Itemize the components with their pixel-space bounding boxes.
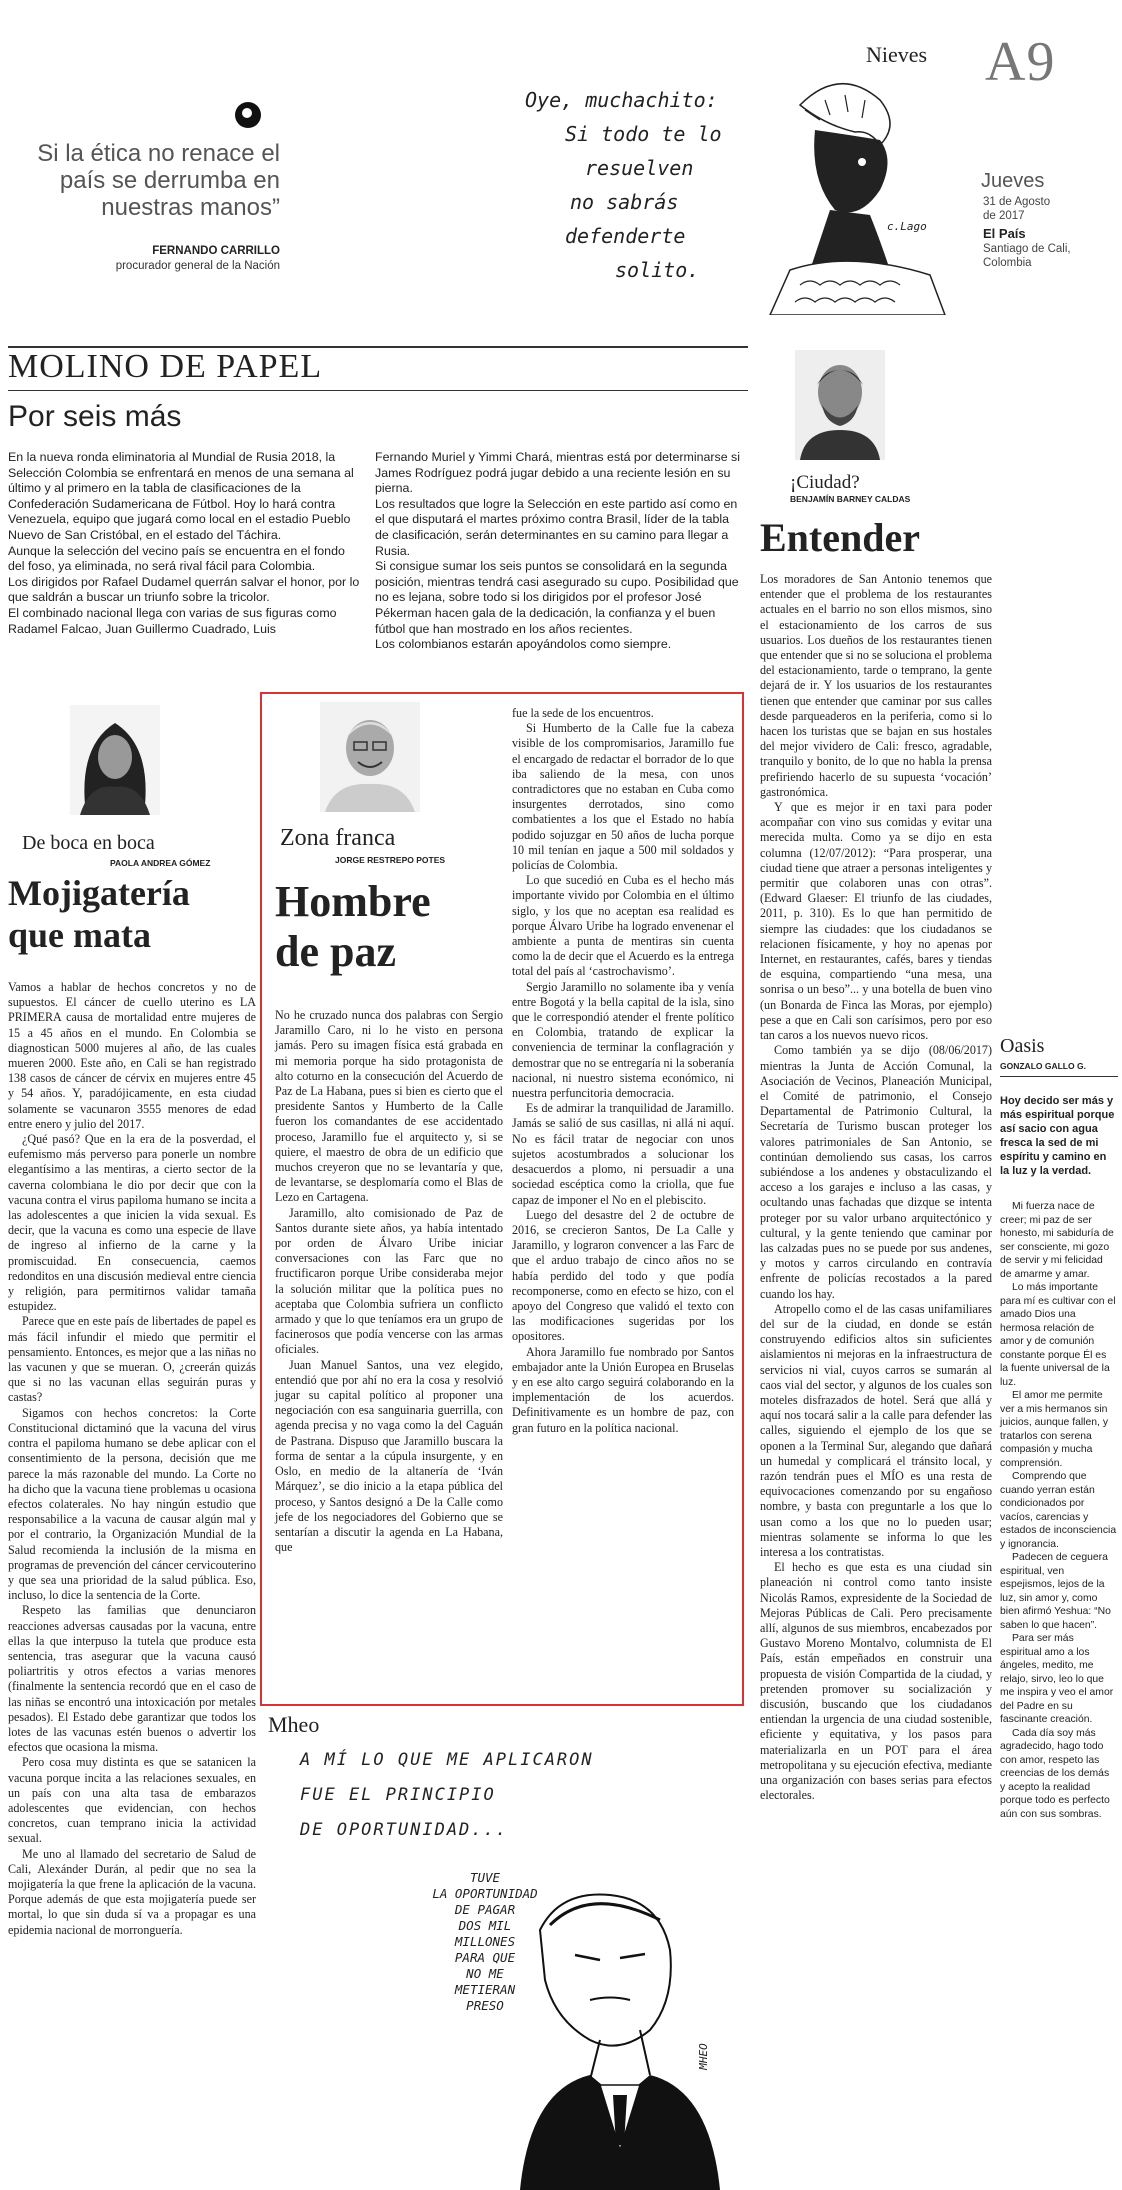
boca-author: PAOLA ANDREA GÓMEZ — [110, 858, 211, 868]
zona-col-2 — [512, 706, 734, 1436]
molino-paragraph: Los colombianos estarán apoyándolos como siempre. — [375, 637, 672, 652]
ciudad-paragraph: Los moradores de San Antonio tenemos que entender que el problema de los restaurantes actuales en el barrio no son ellos mismos, sino el estacionamiento de los carros de sus usuarios. Los dueños de los restaurantes tienen que entender que si no se soluciona el problema del estacionamiento, tarde o temprano, la gente dejará de ir. Y los usuarios de los restaurantes tienen que entender que caminar por sus calles desde parqueaderos en la periferia, como si lo hacen los turistas que se bajan en sus hostales del mejor vividero de Cali: fresco, agradable, tranquilo y bonito, de lo que no habla la prensa prefiriendo hacerlo de su supuesta ‘vocación’ gastronómica. — [760, 572, 992, 799]
oasis-paragraph: Padecen de ceguera espiritual, ven espejismos, lejos de la luz, sin amor y, como bien afirmó Yeshua: “No saben lo que hacen”. — [1000, 1552, 1111, 1631]
quote-role: procurador general de la Nación — [115, 260, 280, 272]
author-photo-gomez — [70, 705, 160, 815]
ciudad-body — [760, 572, 992, 1803]
boca-paragraph: ¿Qué pasó? Que en la era de la posverdad, el eufemismo más perverso para ponerle un nombre elegantísimo a las mentiras, a cierto sector de la caverna colombiana le dio por decir que con la vacuna contra el virus papiloma humano se incita a las adolescentes a que inicien la vida sexual. Es decir, que la vacuna es como una especie de llave de ingreso al infierno de la carne y la promiscuidad. En consecuencia, caemos redonditos en una discusión medieval entre ciencia y religión, para permitirnos validar tamaña estupidez. — [8, 1132, 256, 1314]
mheo-sign-line: DOS MIL — [458, 1918, 512, 1933]
zona-paragraph: Luego del desastre del 2 de octubre de 2016, se crecieron Santos, De La Calle y Jaramillo, y lograron convencer a las Farc de que el arduo trabajo de cinco años no se había perdido del todo y que podía recomponerse, como en efecto se hizo, con el apoyo del Congreso que validó el texto con las modificaciones sugeridas por los opositores. — [512, 1207, 734, 1344]
oasis-paragraph: Lo más importante para mí es cultivar con el amado Dios una hermosa relación de amor y de comunión constante porque Él es la fuente universal de la luz. — [1000, 1282, 1116, 1388]
mheo-sign-line: LA OPORTUNIDAD — [432, 1886, 538, 1901]
boca-title-1: Mojigatería — [8, 873, 190, 913]
boca-title-2: que mata — [8, 915, 151, 955]
zona-paragraph: Sergio Jaramillo no solamente iba y venía entre Bogotá y la bella capital de la isla, sino que le correspondió atender el frente político en Colombia, tratando de explicar la conveniencia de terminar la conflagración y demostrar que no se entregaría ni la soberanía nacional, ni nuestro sistema económico, ni nuestra perfuncitoria democracia. — [512, 979, 734, 1101]
quote-author: FERNANDO CARRILLO — [152, 245, 280, 257]
oasis-rule — [1000, 1076, 1118, 1077]
oasis-paragraph: El amor me permite ver a mis hermanos sin juicios, aunque fallen, y tratarlos con serena compasión y mucha comprensión. — [1000, 1390, 1109, 1469]
zona-author: JORGE RESTREPO POTES — [335, 855, 446, 865]
zona-kicker: Zona franca — [280, 825, 396, 851]
zona-paragraph: Ahora Jaramillo fue nombrado por Santos embajador ante la Unión Europea en Bruselas y en ese alto cargo seguirá colaborando en la implementación de los acuerdos. Definitivamente es un hombre de paz, con gran futuro en la política nacional. — [512, 1344, 734, 1435]
boca-kicker: De boca en boca — [22, 832, 155, 854]
mheo-sign-line: METIERAN — [454, 1982, 516, 1997]
author-photo-barney — [795, 350, 885, 460]
oasis-author: GONZALO GALLO G. — [1000, 1061, 1086, 1071]
cartoon-text-2: Si todo te lo — [565, 122, 722, 146]
zona-paragraph: fue la sede de los encuentros. — [512, 706, 654, 720]
molino-section-title: MOLINO DE PAPEL — [8, 348, 323, 385]
cartoon-text-4: no sabrás — [570, 190, 679, 214]
section-name: Nieves — [866, 42, 928, 67]
ciudad-paragraph: Como también ya se dijo (08/06/2017) mientras la Junta de Acción Comunal, la Asociación de Vecinos, Planeación Municipal, el Comité de patrimonio, el Consejo Departamental de Patrimonio Cultural, la Secretaría de Turismo buscan proteger los valores patrimoniales de San Antonio, se continúan demoliendo sus casas, los carros subiéndose a los andenes y obstaculizando el acceso a los garajes e incluso a las casas, y ocultando unas fachadas que dizque se intenta proteger por su valor urbano arquitectónico y cultural, y la gente teniendo que caminar por las calzadas pues no se puede por sus andenes, y motos y carros circulando en contravía enfrente de policías recostados a la pared cuando los hay. — [760, 1043, 992, 1301]
zona-col-1 — [275, 1008, 503, 1555]
molino-bottom-rule — [8, 390, 748, 391]
cartoon-text-6: solito. — [615, 258, 700, 282]
zona-paragraph: Jaramillo, alto comisionado de Paz de Santos durante siete años, ya había intentado por orden de Álvaro Uribe iniciar conversaciones con las Farc que no fructificaron porque Uribe consideraba mejor la solución militar que la política pues no aceptaba que Colombia sufriera un conflicto armado y que lo que teníamos era un grupo de facinerosos que podía vencerse con las armas oficiales. — [275, 1205, 503, 1357]
mheo-sign — [430, 1870, 540, 2014]
page-number: A9 — [985, 31, 1056, 93]
molino-paragraph: Fernando Muriel y Yimmi Chará, mientras está por determinarse si James Rodríguez podrá jugar debido a una reciente lesión en su pierna. — [375, 450, 740, 496]
author-photo-restrepo — [320, 702, 420, 812]
top-cartoon — [495, 70, 970, 315]
oasis-paragraph: Cada día soy más agradecido, hago todo con amor, respeto las creencias de los demás y acepto la realidad porque todo es perfecto aún con sus sombras. — [1000, 1727, 1110, 1820]
cartoon-text-5: defenderte — [565, 224, 686, 248]
mheo-sign-line: PRESO — [466, 1998, 504, 2013]
city-line-1: Santiago de Cali, — [983, 243, 1071, 255]
oasis-paragraph: Comprendo que cuando yerran están condicionados por vacíos, carencias y estados de inconsciencia y ignorancia. — [1000, 1471, 1117, 1550]
molino-title: Por seis más — [8, 400, 182, 433]
date-day: Jueves — [981, 170, 1045, 192]
cartoon-signature: c.Lago — [887, 220, 927, 233]
mheo-sign-line: PARA QUE — [454, 1950, 516, 1965]
mheo-caption-1: A MÍ LO QUE ME APLICARON — [300, 1750, 594, 1770]
molino-paragraph: Aunque la selección del vecino país se encuentra en el fondo del foso, ya eliminada, no será rival fácil para Colombia. — [8, 543, 345, 574]
ciudad-paragraph: El hecho es que esta es una ciudad sin planeación ni control como tanto insiste Nicolás Ramos, expresidente de la Sociedad de Mejoras Públicas de Cali. Pero precisamente allí, algunos de sus miembros, encabezados por Gustavo Moreno Montalvo, columnista de El País, están empeñados en construir una propuesta de visión Compartida de la ciudad, y pretenden promover su socialización y discusión, buscando que los ciudadanos entiendan la urgencia de una ciudad sostenible, eficiente y equitativa, y los pasos para materializarla en un POT para el área metropolitana y su ejecución efectiva, mediante una organización con bases serias para efectos electorales. — [760, 1560, 992, 1803]
boca-paragraph: Vamos a hablar de hechos concretos y no de supuestos. El cáncer de cuello uterino es LA PRIMERA causa de mortalidad entre mujeres de 15 a 45 años en el mundo. En Colombia se diagnostican 5000 mujeres al año, de las cuales mueren 2000. Este año, en Cali se han registrado 138 casos de cáncer de cérvix en mujeres entre 45 y 54 años. Y, paradójicamente, en esta ciudad solamente se vacunaron 3555 menores de edad entre enero y julio del 2017. — [8, 980, 256, 1131]
mheo-caption-3: DE OPORTUNIDAD... — [300, 1820, 508, 1840]
cartoon-text-1: Oye, muchachito: — [525, 88, 718, 112]
zona-paragraph: No he cruzado nunca dos palabras con Sergio Jaramillo Caro, ni lo he visto en persona jamás. Pero su imagen física está grabada en mi memoria porque ha sido protagonista de alto coturno en la consecución del Acuerdo de Paz de La Habana, pues si bien es cierto que el presidente Santos y Humberto de la Calle fueron los comandantes de ese accidentado proceso, Jaramillo fue el arquitecto y, si se quiere, el maestro de obra de un edificio que muchos creyeron que no se levantaría y que, de levantarse, se desplomaría como el Blas de Lezo en Cartagena. — [275, 1008, 503, 1205]
molino-paragraph: Los resultados que logre la Selección en este partido así como en el que disputará el martes próximo contra Brasil, líder de la tabla de clasificación, serán determinantes en su camino para llegar a Rusia. — [375, 496, 738, 558]
woman-drawing — [730, 70, 970, 315]
mheo-label: Mheo — [268, 1712, 320, 1737]
ciudad-author: BENJAMÍN BARNEY CALDAS — [790, 494, 911, 504]
boca-paragraph: Sigamos con hechos concretos: la Corte Constitucional dictaminó que la vacuna del virus contra el papiloma humano se debe aplicar con el consentimiento de la persona, decisión que me parece la más razonable del mundo. La Corte no ha dicho que la vacuna tiene problemas u ocasiona efectos colaterales. No hay ningún estudio que responsabilice a la vacuna de causar algún mal y por el contrario, la Organización Mundial de la Salud recomienda la inclusión de la misma en programas de prevención del cáncer cervicouterino y que sea una prioridad de la salud pública. Eso, incluso, lo dice la sentencia de la Corte. — [8, 1405, 256, 1603]
molino-paragraph: El combinado nacional llega con varias de sus figuras como Radamel Falcao, Juan Guillermo Cuadrado, Luis — [8, 605, 337, 636]
mheo-caption-2: FUE EL PRINCIPIO — [300, 1785, 496, 1805]
mheo-sign-line: TUVE — [469, 1870, 501, 1885]
molino-col-2 — [375, 450, 740, 653]
boca-paragraph: Respeto las familias que denunciaron reacciones adversas causadas por la vacuna, entre ellas la que interpuso la tutela que produce esta sentencia, tras asegurar que la vacuna causó poliartritis y otros efectos a varias menores (finalmente la sentencia recordó que en el caso de las niñas se encontró una intoxicación por metales pesados). El Estado debe garantizar que todos los lotes de las vacunas estén buenos o advertir los efectos que ocasiona la misma. — [8, 1603, 256, 1755]
molino-col-1 — [8, 450, 363, 637]
oasis-paragraph: Mi fuerza nace de creer; mi paz de ser honesto, mi sabiduría de ser consciente, mi gozo de servir y mi felicidad de amarme y amar. — [1000, 1201, 1114, 1280]
paper-name: El País — [983, 226, 1026, 241]
ciudad-title: Entender — [760, 515, 920, 560]
oasis-body — [1000, 1200, 1117, 1821]
zona-paragraph: Es de admirar la tranquilidad de Jaramillo. Jamás se salió de sus casillas, ni allá ni aquí. No es fácil tratar de negociar con unos sujetos acostumbrados a solucionar los desacuerdos a plomo, ni persuadir a una sociedad escéptica como la criolla, que fue capaz de imponer el No en el plebiscito. — [512, 1101, 734, 1207]
quote-text: Si la ética no renace el país se derrumba en nuestras manos” — [37, 140, 280, 221]
cartoon-text-3: resuelven — [585, 156, 694, 180]
zona-title-1: Hombre — [275, 877, 431, 926]
molino-paragraph: En la nueva ronda eliminatoria al Mundial de Rusia 2018, la Selección Colombia se enfrentará en menos de una semana al último y al primero en la tabla de clasificaciones de la Confederación Sudamericana de Fútbol. Hoy lo hará contra Venezuela, equipo que jugará como local en el estadio Pueblo Nuevo de San Cristóbal, en el estado del Táchira. — [8, 450, 354, 542]
mheo-sign-line: MILLONES — [454, 1934, 516, 1949]
date-line-2: de 2017 — [983, 210, 1025, 222]
ciudad-paragraph: Y que es mejor ir en taxi para poder acompañar con vino sus comidas y evitar una merecida multa. Como ya se dijo en esta columna (12/07/2012): “Para prosperar, una ciudad tiene que atraer a personas inteligentes y permitir que colaboren unas con otras”. (Edward Glaeser: El triunfo de las ciudades, 2011, p. 310). Es lo que han permitido de siempre las ciudades: que los ciudadanos se relacionen físicamente, y hoy no apenas por Internet, en restaurantes, cafés, bares y tiendas de esquina, compartiendo “una mesa, una sonrisa o un beso”... y una botella de buen vino (un Bonarda de Finca las Moras, por ejemplo) pese a que en Cali son carísimos, pero por eso tan caros a los nuevos nuevo ricos. — [760, 800, 992, 1043]
city-line-2: Colombia — [983, 257, 1032, 269]
ciudad-kicker: ¡Ciudad? — [790, 472, 860, 493]
zona-paragraph: Lo que sucedió en Cuba es el hecho más importante vivido por Colombia en el último siglo, y los que no aceptan esa realidad es porque Álvaro Uribe ha logrado envenenar el ambiente a punta de mentiras sin cuenta como la de decir que el Acuerdo es la entrega total del país al ‘castrochavismo’. — [512, 873, 734, 979]
zona-paragraph: Juan Manuel Santos, una vez elegido, entendió que por ahí no era la cosa y resolvió jugar su capital político al proponer una negociación con esa sanguinaria guerrilla, con agenda precisa y no vaga como la del Caguán de Pastrana. Dispuso que Jaramillo buscara la forma de sentar a la cúpula insurgente, y en Oslo, en medio de la altanería de ‘Iván Márquez’, se dio inicio a la etapa pública del proceso, y Santos designó a De la Calle como jefe de los negociadores del Gobierno que se sentarían a discutir la agenda en La Habana, que — [275, 1357, 503, 1555]
boca-paragraph: Me uno al llamado del secretario de Salud de Cali, Alexánder Durán, al pedir que no sea la mojigatería la que frene la aplicación de la vacuna. Porque además de que esta mojigatería puede ser mortal, lo que sin duda sí va a propagar es una epidemia nacional de morronguería. — [8, 1846, 256, 1937]
boca-paragraph: Parece que en este país de libertades de papel es más fácil infundir el miedo que permitir el pensamiento. Entonces, es mejor que a las niñas no las vacunen y que se mueran. O, ¿creerán quizás que si no las vacunan ellas seguirán puras y castas? — [8, 1314, 256, 1405]
molino-paragraph: Si consigue sumar los seis puntos se consolidará en la segunda posición, mientras tendrá casi asegurado su cupo. Posibilidad que no es lejana, sobre todo si los dirigidos por el profesor José Pékerman hacen gala de la dedicación, la confianza y el buen fútbol que han mostrado en los años recientes. — [375, 559, 739, 636]
zona-paragraph: Si Humberto de la Calle fue la cabeza visible de los compromisarios, Jaramillo fue el encargado de redactar el borrador de lo que iba saliendo de la mesa, con unos contradictores que no estaban en Cuba como insurgentes derrotados, sino como combatientes a los que el Estado no había podido sojuzgar en 50 años de lucha porque 10 mil tenían en jaque a 500 mil soldados y policías de Colombia. — [512, 721, 734, 873]
oasis-lead: Hoy decido ser más y más espiritual porque así sacio con agua fresca la sed de mi espíritu y camino en la luz y la verdad. — [1000, 1095, 1115, 1177]
quote-icon — [235, 102, 261, 128]
ciudad-paragraph: Atropello como el de las casas unifamiliares del sur de la ciudad, en donde se están construyendo edificios altos sin suficientes aislamientos ni mejoras en la infraestructura de servicios ni vial, cuyos carros se sumarán al caos vial del sector, y algunos de los cuales son moteles disfrazados de hotel. Será que allá y aquí nos tocará salir a la calle para defender las calles, siguiendo el ejemplo de los que se oponen a la Terminal Sur, alegando que dañará un humedal y complicará el tránsito local, y razón tendrán pues el MÍO es una resta de equivocaciones comenzando por su engañoso nombre, y basta con preguntarle a los que lo usan como a los que no lo pueden usar; mientras solamente se informa lo que les interesa a los contratistas. — [760, 1301, 992, 1559]
oasis-paragraph: Para ser más espiritual amo a los ángeles, medito, me relajo, sirvo, leo lo que me inspira y veo el amor del Padre en su fascinante creación. — [1000, 1633, 1114, 1725]
molino-paragraph: Los dirigidos por Rafael Dudamel querrán salvar el honor, por lo que saldrán a buscar un triunfo sobre la tricolor. — [8, 574, 360, 605]
mheo-signature: MHEO — [696, 2043, 710, 2070]
zona-title-2: de paz — [275, 927, 396, 976]
oasis-kicker: Oasis — [1000, 1035, 1045, 1057]
mheo-sign-line: NO ME — [466, 1966, 504, 1981]
mheo-sign-line: DE PAGAR — [454, 1902, 516, 1917]
boca-body — [8, 980, 256, 1938]
date-line-1: 31 de Agosto — [983, 196, 1051, 208]
boca-paragraph: Pero cosa muy distinta es que se satanicen la vacuna porque incita a las relaciones sexuales, en un país con una alta tasa de embarazos adolescentes que evidencian, con hechos concretos, cuan temprano inicia la actividad sexual. — [8, 1755, 256, 1846]
